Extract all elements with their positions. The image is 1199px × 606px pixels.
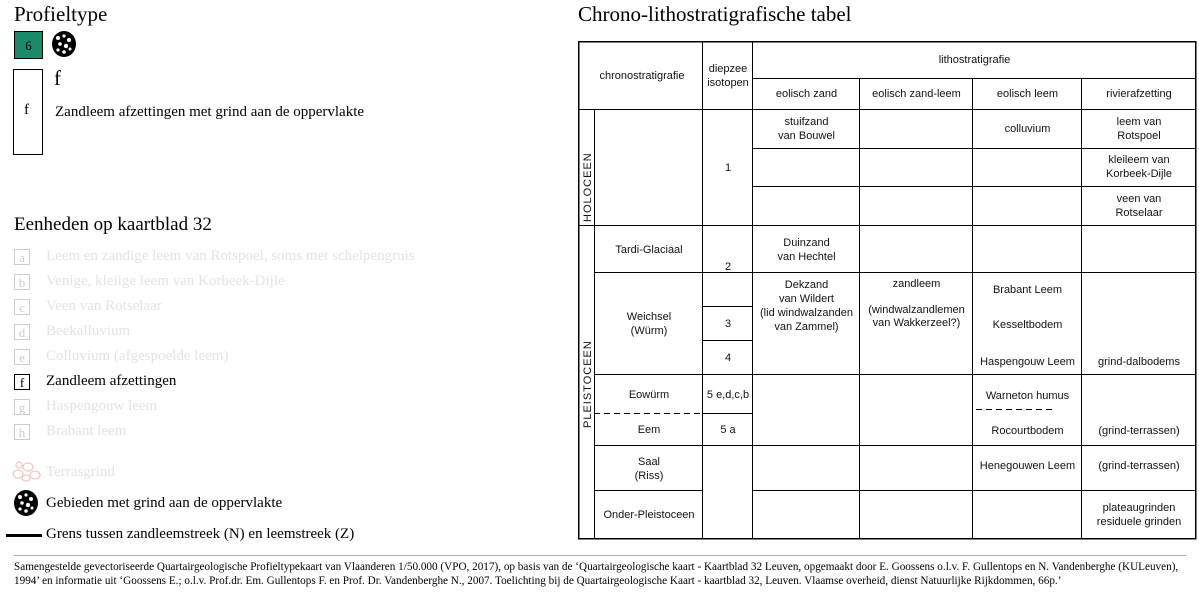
legend-label-g: Haspengouw leem [46, 398, 158, 414]
litho-grind-terrassen-1: (grind-terrassen) [1098, 425, 1180, 437]
footer-source-text: Samengestelde gevectoriseerde Quartairgeologische Profieltypekaart van Vlaanderen 1/50.000 (VPO, 2017), op basis van de ‘Quartairgeologische kaart - Kaartblad 32 Leuven, opgemaakt door E. Goossens o.l.v. F. Gullentops en N. Vandenberghe (KULeuven), 1994’ en informatie uit ‘Goossens E.; o.l.v. Prof.dr. Em. Gullentops F. en Prof. Dr. Vandenberghe N., 2007. Toelichting bij de Quartairgeologische Kaart - kaartblad 32, Leuven. Vlaamse overheid, dienst Natuurlijke Rijkdommen, 66p.’ [14, 561, 1179, 587]
litho-rocourtbodem: Rocourtbodem [991, 425, 1064, 437]
litho-stuifzand-bouwel: stuifzand van Bouwel [778, 116, 835, 142]
legend-label-b: Venige, kleiige leem van Korbeek-Dijle [46, 273, 285, 289]
footer-divider [14, 555, 1186, 556]
legend-label-a: Leem en zandige leem van Rotspoel, soms met schelpengruis [46, 248, 415, 264]
litho-leem-rotspoel: leem van Rotspoel [1116, 116, 1162, 142]
isotope-3: 3 [724, 318, 732, 330]
period-pleistoceen: PLEISTOCEEN [582, 340, 594, 428]
header-eolisch-zand: eolisch zand [775, 88, 838, 100]
boundary-line-symbol [6, 534, 42, 537]
litho-colluvium: colluvium [1004, 123, 1051, 135]
legend-key-h: h [14, 424, 30, 440]
chrono-saal: Saal (Riss) [634, 455, 664, 482]
litho-kleileem-korbeek: kleileem van Korbeek-Dijle [1105, 154, 1173, 180]
legend-key-g: g [14, 399, 30, 415]
legend-key-b: b [14, 274, 30, 290]
chrono-eem: Eem [637, 424, 661, 436]
legend-key-f: f [14, 374, 30, 390]
litho-warneton-humus: Warneton humus [985, 390, 1070, 402]
litho-haspengouw-leem: Haspengouw Leem [980, 356, 1075, 368]
profieltype-description: Zandleem afzettingen met grind aan de oppervlakte [55, 104, 365, 120]
period-holoceen: HOLOCEEN [582, 152, 594, 222]
isotope-5a: 5 a [720, 424, 736, 436]
litho-brabant-leem: Brabant Leem [992, 284, 1063, 296]
header-eolisch-zand-leem: eolisch zand-leem [872, 88, 961, 100]
chrono-eowurm: Eowürm [628, 388, 670, 401]
legend-key-e: e [14, 349, 30, 365]
gravel-area-icon [12, 488, 40, 518]
profieltype-letter: f [54, 66, 61, 90]
litho-henegouwen-leem: Henegouwen Leem [979, 460, 1076, 472]
litho-zandleem: zandleem (windwalzandlemen van Wakkerzeel?) [868, 278, 965, 329]
profieltype-box-letter: f [24, 102, 29, 118]
chrono-weichsel: Weichsel (Würm) [626, 311, 672, 337]
header-chronostratigrafie: chronostratigrafie [599, 69, 685, 82]
table-title: Chrono-lithostratigrafische tabel [578, 2, 852, 26]
profieltype-code: 6 [25, 38, 32, 53]
legend-label-f: Zandleem afzettingen [46, 373, 177, 389]
litho-plateaugrinden: plateaugrinden residuele grinden [1096, 502, 1182, 528]
legend-key-d: d [14, 324, 30, 340]
header-isotopen: diepzee isotopen [707, 63, 749, 89]
litho-dekzand-wildert: Dekzand van Wildert (lid windwalzanden van Zammel) [760, 279, 853, 333]
chrono-onder-pleistoceen: Onder-Pleistoceen [603, 509, 695, 521]
header-eolisch-leem: eolisch leem [996, 88, 1059, 100]
grens-label: Grens tussen zandleemstreek (N) en leemstreek (Z) [46, 526, 355, 542]
legend-label-h: Brabant leem [46, 423, 127, 439]
litho-duinzand-hechtel: Duinzand van Hechtel [777, 236, 836, 263]
isotope-2: 2 [724, 260, 732, 273]
legend-label-d: Beekalluvium [46, 323, 131, 339]
profieltype-title: Profieltype [14, 2, 108, 26]
isotope-1: 1 [724, 162, 732, 174]
profieltype-code-badge [14, 31, 43, 59]
legend-label-e: Colluvium (afgespoelde leem) [46, 348, 229, 364]
terrasgrind-icon [8, 456, 44, 484]
litho-kesseltbodem: Kesseltbodem [992, 319, 1063, 331]
gebieden-grind-label: Gebieden met grind aan de oppervlakte [46, 495, 283, 511]
legend-key-a: a [14, 249, 30, 265]
litho-veen-rotselaar: veen van Rotselaar [1115, 193, 1163, 219]
legend-label-c: Veen van Rotselaar [46, 298, 162, 314]
isotope-4: 4 [724, 352, 732, 364]
eenheden-title: Eenheden op kaartblad 32 [14, 214, 212, 235]
isotope-5ebcd: 5 e,d,c,b [706, 388, 750, 401]
litho-grind-dalbodems: grind-dalbodems [1098, 356, 1180, 368]
header-rivierafzetting: rivierafzetting [1106, 88, 1172, 100]
legend-key-c: c [14, 299, 30, 315]
terrasgrind-label: Terrasgrind [46, 464, 115, 480]
chrono-tardi-glaciaal: Tardi-Glaciaal [615, 243, 683, 256]
litho-grind-terrassen-2: (grind-terrassen) [1098, 460, 1180, 472]
gravel-icon [50, 29, 78, 59]
header-lithostratigrafie: lithostratigrafie [938, 53, 1011, 66]
